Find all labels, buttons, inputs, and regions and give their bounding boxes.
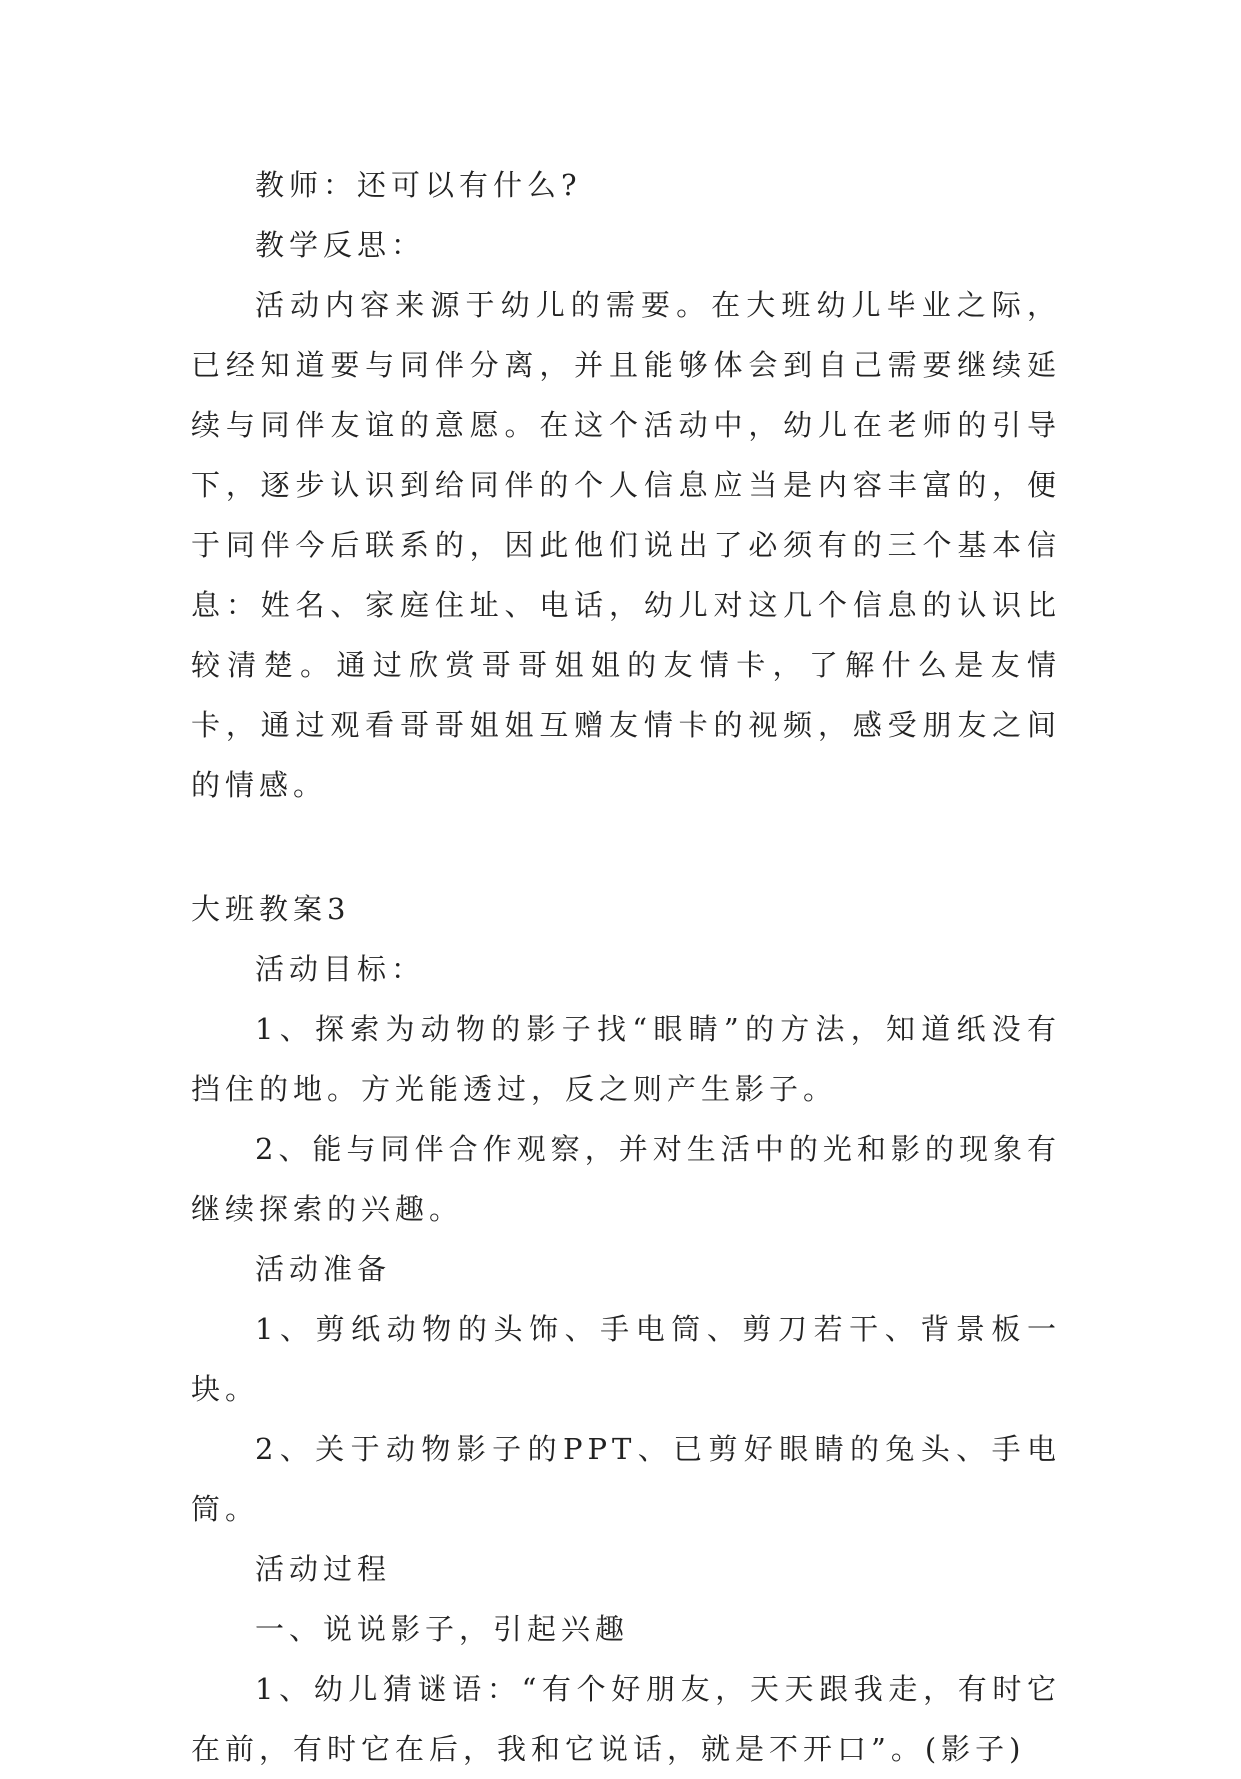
prep-item-1: 1、剪纸动物的头饰、手电筒、剪刀若干、背景板一块。 [191, 1312, 1061, 1406]
step-1-item: 1、幼儿猜谜语：“有个好朋友，天天跟我走，有时它在前，有时它在后，我和它说话，就是不开口”。(影子) [191, 1672, 1061, 1766]
prep-item-2: 2、关于动物影子的PPT、已剪好眼睛的兔头、手电筒。 [191, 1432, 1061, 1526]
document-page [191, 155, 1061, 1779]
process-label: 活动过程 [255, 1552, 392, 1586]
goals-label: 活动目标： [255, 952, 426, 986]
teacher-question: 教师：还可以有什么? [255, 168, 582, 202]
prep-label: 活动准备 [255, 1252, 392, 1286]
step-1-title: 一、说说影子，引起兴趣 [255, 1612, 630, 1646]
reflection-text: 活动内容来源于幼儿的需要。在大班幼儿毕业之际，已经知道要与同伴分离，并且能够体会到自己需要继续延续与同伴友谊的意愿。在这个活动中，幼儿在老师的引导下，逐步认识到给同伴的个人信息应当是内容丰富的，便于同伴今后联系的，因此他们说出了必须有的三个基本信息：姓名、家庭住址、电话，幼儿对这几个信息的认识比较清楚。通过欣赏哥哥姐姐的友情卡，了解什么是友情卡，通过观看哥哥姐姐互赠友情卡的视频，感受朋友之间的情感。 [191, 288, 1061, 802]
goal-item-2: 2、能与同伴合作观察，并对生活中的光和影的现象有继续探索的兴趣。 [191, 1132, 1061, 1226]
section-gap [191, 815, 1061, 879]
reflection-label: 教学反思： [255, 228, 426, 262]
goal-item-1: 1、探索为动物的影子找“眼睛”的方法，知道纸没有挡住的地。方光能透过，反之则产生影子。 [191, 1012, 1061, 1106]
section-title: 大班教案3 [191, 892, 351, 926]
